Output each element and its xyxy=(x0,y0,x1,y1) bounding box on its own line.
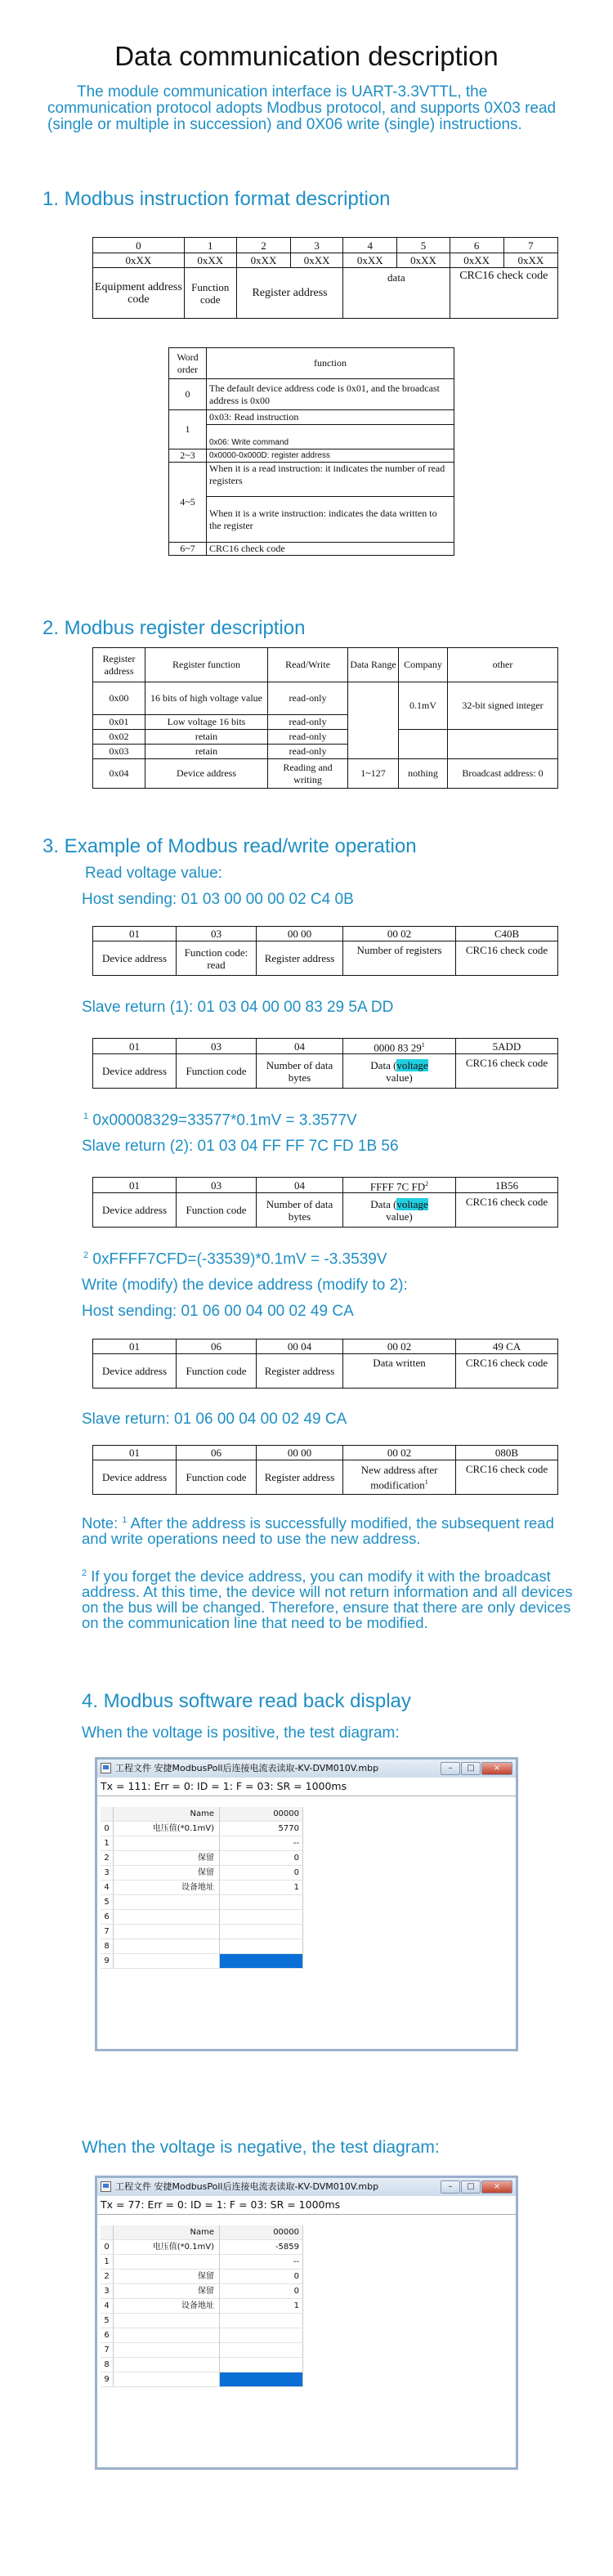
format-field: Register address xyxy=(236,268,342,319)
ex-label: Function code: read xyxy=(177,941,257,976)
register-name-cell[interactable]: 电压值(*0.1mV) xyxy=(114,1822,220,1836)
table-row[interactable] xyxy=(101,2255,303,2270)
table-row[interactable] xyxy=(101,1866,303,1881)
example-table-2 xyxy=(92,1038,558,1089)
register-value-cell[interactable] xyxy=(220,2314,303,2328)
app-icon xyxy=(101,1763,111,1773)
instruction-format-table xyxy=(92,237,558,319)
format-index: 7 xyxy=(503,238,557,253)
ex-label: Device address xyxy=(93,1354,177,1389)
ex-byte: 080B xyxy=(456,1446,558,1460)
format-byte: 0xXX xyxy=(236,253,290,268)
register-grid[interactable] xyxy=(101,2225,303,2387)
grid-header xyxy=(101,1807,303,1822)
reg-unit: nothing xyxy=(399,759,448,789)
row-index: 3 xyxy=(101,1866,114,1881)
ex-label-newaddr: New address after modification$^1$ xyxy=(343,1460,456,1495)
reg-function: 16 bits of high voltage value xyxy=(145,682,268,715)
reg-unit: 0.1mV xyxy=(399,682,448,730)
ex-byte: 03 xyxy=(177,927,257,941)
ex-byte: 04 xyxy=(257,1178,343,1193)
ex-byte: 00 00 xyxy=(257,927,343,941)
table-row[interactable] xyxy=(101,2270,303,2284)
reg-header: other xyxy=(448,648,558,682)
row-index: 6 xyxy=(101,1910,114,1925)
ex-label: Function code xyxy=(177,1354,257,1389)
reg-range: 1~127 xyxy=(348,759,399,789)
register-value-cell[interactable]: 0 xyxy=(220,1866,303,1881)
row-index: 3 xyxy=(101,2284,114,2299)
ex-label: Function code xyxy=(177,1193,257,1228)
write-address-label: Write (modify) the device address (modify to 2): xyxy=(82,1277,408,1294)
format-field: Function code xyxy=(184,268,236,319)
ex-label: Number of data bytes xyxy=(257,1054,343,1089)
register-grid[interactable] xyxy=(101,1807,303,1969)
section-3-heading: 3. Example of Modbus read/write operation xyxy=(43,835,417,857)
register-name-cell[interactable] xyxy=(114,2373,220,2387)
register-value-cell[interactable]: -- xyxy=(220,2255,303,2270)
table-row[interactable] xyxy=(101,1954,303,1969)
register-name-cell[interactable]: 保留 xyxy=(114,2284,220,2299)
format-field: CRC16 check code xyxy=(450,268,557,319)
reg-function: Device address xyxy=(145,759,268,789)
order-desc: 0x03: Read instruction xyxy=(207,410,454,425)
example-table-1 xyxy=(92,926,558,976)
function-header: function xyxy=(207,348,454,379)
table-row[interactable] xyxy=(101,1895,303,1910)
order-desc: When it is a read instruction: it indicates the number of read registers xyxy=(207,463,454,497)
example-table-4 xyxy=(92,1339,558,1389)
register-value-cell[interactable]: 5770 xyxy=(220,1822,303,1836)
register-name-cell[interactable] xyxy=(114,2343,220,2358)
register-value-cell[interactable]: 0 xyxy=(220,1851,303,1866)
ex-byte: 04 xyxy=(257,1039,343,1054)
minimize-icon[interactable]: – xyxy=(441,1762,460,1775)
ex-label: Device address xyxy=(93,1193,177,1228)
register-name-cell[interactable] xyxy=(114,2255,220,2270)
ex-label-data: Data (voltage value) xyxy=(343,1193,456,1228)
ex-label: CRC16 check code xyxy=(456,1193,558,1228)
reg-rw: read-only xyxy=(268,715,348,730)
table-row[interactable] xyxy=(101,1910,303,1925)
minimize-icon[interactable]: – xyxy=(441,2180,460,2194)
table-row[interactable] xyxy=(101,1881,303,1895)
register-name-cell[interactable] xyxy=(114,1939,220,1954)
ex-byte: 00 00 xyxy=(257,1446,343,1460)
reg-function: retain xyxy=(145,730,268,745)
reg-address: 0x00 xyxy=(93,682,145,715)
reg-rw: read-only xyxy=(268,682,348,715)
note-2: $^2$ If you forget the device address, you can modify it with the broadcast address. At this time, the device will not return information and all devices on the bus will be changed. Therefore, ensure that there are only devices on the communication line that need to be modified. xyxy=(82,1568,573,1632)
register-table xyxy=(92,647,558,789)
row-index: 4 xyxy=(101,1881,114,1895)
format-byte: 0xXX xyxy=(291,253,343,268)
order-cell: 1 xyxy=(169,410,207,449)
row-index: 9 xyxy=(101,2373,114,2387)
intro-paragraph: The module communication interface is UART-3.3VTTL, the communication protocol adopts Modbus protocol, and supports 0X03 read (single or multiple in succession) and 0X06 write (single) instructions. xyxy=(47,83,557,133)
row-index: 0 xyxy=(101,1822,114,1836)
section-1-heading: 1. Modbus instruction format description xyxy=(43,188,391,210)
table-row[interactable] xyxy=(101,2328,303,2343)
ex-label: Function code xyxy=(177,1460,257,1495)
row-index: 5 xyxy=(101,2314,114,2328)
order-desc: 0x06: Write command xyxy=(207,425,454,449)
row-index: 6 xyxy=(101,2328,114,2343)
table-row[interactable] xyxy=(101,1822,303,1836)
host-send-1: Host sending: 01 03 00 00 00 02 C4 0B xyxy=(82,891,354,908)
reg-function: Low voltage 16 bits xyxy=(145,715,268,730)
row-index: 8 xyxy=(101,2358,114,2373)
order-desc: The default device address code is 0x01, and the broadcast address is 0x00 xyxy=(207,379,454,410)
ex-byte: 01 xyxy=(93,1339,177,1354)
ex-byte: 03 xyxy=(177,1039,257,1054)
order-cell: 4~5 xyxy=(169,463,207,543)
window-title: 工程文件 安捷ModbusPoll后连接电流表读取-KV-DVM010V.mbp xyxy=(115,2181,379,2192)
reg-other: Broadcast address: 0 xyxy=(448,759,558,789)
ex-label: Device address xyxy=(93,941,177,976)
table-row[interactable] xyxy=(101,2358,303,2373)
format-index: 0 xyxy=(93,238,185,253)
read-voltage-label: Read voltage value: xyxy=(85,865,222,882)
reg-rw: Reading and writing xyxy=(268,759,348,789)
word-order-table xyxy=(168,347,454,556)
table-row[interactable] xyxy=(101,2240,303,2255)
register-value-cell[interactable] xyxy=(220,2358,303,2373)
ex-byte: 06 xyxy=(177,1339,257,1354)
register-name-cell[interactable] xyxy=(114,1895,220,1910)
format-index: 5 xyxy=(397,238,450,253)
modbus-window-negative[interactable] xyxy=(95,2176,518,2470)
ex-byte: 49 CA xyxy=(456,1339,558,1354)
grid-header-address: 00000 xyxy=(220,1807,303,1822)
ex-byte: 01 xyxy=(93,1446,177,1460)
ex-label-data: Data (voltage value) xyxy=(343,1054,456,1089)
register-value-cell[interactable] xyxy=(220,1895,303,1910)
calc-1: $^1$ 0x00008329=33577*0.1mV = 3.3577V xyxy=(83,1111,357,1129)
ex-label: CRC16 check code xyxy=(456,1460,558,1495)
register-value-cell[interactable] xyxy=(220,1954,303,1969)
register-name-cell[interactable] xyxy=(114,2328,220,2343)
register-value-cell[interactable]: 1 xyxy=(220,2299,303,2314)
order-desc: CRC16 check code xyxy=(207,543,454,556)
format-index: 3 xyxy=(291,238,343,253)
table-row[interactable] xyxy=(101,1925,303,1939)
close-icon[interactable]: × xyxy=(481,2180,512,2194)
maximize-icon[interactable]: □ xyxy=(461,2180,481,2194)
register-value-cell[interactable] xyxy=(220,2328,303,2343)
register-name-cell[interactable] xyxy=(114,1836,220,1851)
ex-label: Device address xyxy=(93,1460,177,1495)
format-byte: 0xXX xyxy=(503,253,557,268)
table-row[interactable] xyxy=(101,2343,303,2358)
format-byte: 0xXX xyxy=(184,253,236,268)
reg-address: 0x01 xyxy=(93,715,145,730)
ex-byte: 00 04 xyxy=(257,1339,343,1354)
register-value-cell[interactable]: 0 xyxy=(220,2284,303,2299)
section-2-heading: 2. Modbus register description xyxy=(43,617,306,639)
grid-header-index xyxy=(101,2225,114,2240)
format-byte: 0xXX xyxy=(450,253,503,268)
register-name-cell[interactable] xyxy=(114,1954,220,1969)
reg-address: 0x04 xyxy=(93,759,145,789)
reg-other xyxy=(448,730,558,759)
register-name-cell[interactable]: 保留 xyxy=(114,1851,220,1866)
status-line: Tx = 111: Err = 0: ID = 1: F = 03: SR = 1000ms xyxy=(101,1780,347,1792)
format-index: 4 xyxy=(343,238,397,253)
ex-byte: 01 xyxy=(93,1178,177,1193)
row-index: 1 xyxy=(101,2255,114,2270)
slave-return-3: Slave return: 01 06 00 04 00 02 49 CA xyxy=(82,1411,347,1428)
app-icon xyxy=(101,2181,111,2192)
reg-address: 0x02 xyxy=(93,730,145,745)
voltage-highlight: voltage xyxy=(396,1197,428,1210)
register-value-cell[interactable]: -5859 xyxy=(220,2240,303,2255)
ex-byte: 03 xyxy=(177,1178,257,1193)
reg-header: Register address xyxy=(93,648,145,682)
row-index: 7 xyxy=(101,2343,114,2358)
row-index: 4 xyxy=(101,2299,114,2314)
row-index: 8 xyxy=(101,1939,114,1954)
row-index: 9 xyxy=(101,1954,114,1969)
close-icon[interactable]: × xyxy=(481,1762,512,1775)
ex-label: Number of registers xyxy=(343,941,456,976)
reg-range xyxy=(348,682,399,759)
table-row[interactable] xyxy=(101,1939,303,1954)
ex-byte: 01 xyxy=(93,927,177,941)
word-order-header: Word order xyxy=(169,348,207,379)
negative-caption: When the voltage is negative, the test diagram: xyxy=(82,2138,440,2157)
register-name-cell[interactable]: 设备地址 xyxy=(114,1881,220,1895)
reg-rw: read-only xyxy=(268,745,348,759)
ex-label: CRC16 check code xyxy=(456,941,558,976)
reg-function: retain xyxy=(145,745,268,759)
reg-other: 32-bit signed integer xyxy=(448,682,558,730)
table-row[interactable] xyxy=(101,1836,303,1851)
ex-byte: C40B xyxy=(456,927,558,941)
window-titlebar[interactable] xyxy=(97,1760,516,1778)
maximize-icon[interactable]: □ xyxy=(461,1762,481,1775)
row-index: 2 xyxy=(101,2270,114,2284)
table-row[interactable] xyxy=(101,2314,303,2328)
ex-label: Register address xyxy=(257,941,343,976)
format-field: data xyxy=(343,268,450,319)
positive-caption: When the voltage is positive, the test diagram: xyxy=(82,1724,400,1742)
register-value-cell[interactable] xyxy=(220,2373,303,2387)
format-byte: 0xXX xyxy=(343,253,397,268)
order-cell: 6~7 xyxy=(169,543,207,556)
order-cell: 2~3 xyxy=(169,449,207,463)
voltage-highlight: voltage xyxy=(396,1058,428,1071)
register-value-cell[interactable] xyxy=(220,1939,303,1954)
order-cell: 0 xyxy=(169,379,207,410)
modbus-window-positive[interactable] xyxy=(95,1757,518,2051)
slave-return-2: Slave return (2): 01 03 04 FF FF 7C FD 1B 56 xyxy=(82,1138,399,1155)
format-field: Equipment address code xyxy=(93,268,185,319)
register-name-cell[interactable]: 电压值(*0.1mV) xyxy=(114,2240,220,2255)
register-value-cell[interactable]: -- xyxy=(220,1836,303,1851)
reg-header: Register function xyxy=(145,648,268,682)
register-name-cell[interactable] xyxy=(114,2358,220,2373)
ex-byte-data: 0000 83 $29^1$ xyxy=(343,1039,456,1054)
register-name-cell[interactable] xyxy=(114,1925,220,1939)
ex-byte: 00 02 xyxy=(343,1339,456,1354)
format-index: 6 xyxy=(450,238,503,253)
register-name-cell[interactable]: 保留 xyxy=(114,2270,220,2284)
ex-label: Data written xyxy=(343,1354,456,1389)
host-send-2: Host sending: 01 06 00 04 00 02 49 CA xyxy=(82,1303,354,1320)
section-4-heading: 4. Modbus software read back display xyxy=(82,1690,411,1712)
format-byte: 0xXX xyxy=(93,253,185,268)
ex-label: Device address xyxy=(93,1054,177,1089)
reg-rw: read-only xyxy=(268,730,348,745)
register-name-cell[interactable] xyxy=(114,1910,220,1925)
table-row[interactable] xyxy=(101,1851,303,1866)
grid-header xyxy=(101,2225,303,2240)
row-index: 2 xyxy=(101,1851,114,1866)
window-title: 工程文件 安捷ModbusPoll后连接电流表读取-KV-DVM010V.mbp xyxy=(115,1763,379,1773)
calc-2: $^2$ 0xFFFF7CFD=(-33539)*0.1mV = -3.3539V xyxy=(83,1250,387,1268)
ex-byte: 01 xyxy=(93,1039,177,1054)
ex-label: CRC16 check code xyxy=(456,1054,558,1089)
window-body xyxy=(97,2196,516,2467)
ex-byte: 06 xyxy=(177,1446,257,1460)
register-value-cell[interactable]: 0 xyxy=(220,2270,303,2284)
grid-header-name: Name xyxy=(114,2225,220,2240)
register-value-cell[interactable] xyxy=(220,1925,303,1939)
reg-unit xyxy=(399,730,448,759)
grid-header-name: Name xyxy=(114,1807,220,1822)
table-row[interactable] xyxy=(101,2284,303,2299)
example-table-5 xyxy=(92,1445,558,1495)
register-name-cell[interactable]: 保留 xyxy=(114,1866,220,1881)
row-index: 0 xyxy=(101,2240,114,2255)
ex-label: Register address xyxy=(257,1460,343,1495)
window-body xyxy=(97,1778,516,2049)
window-titlebar[interactable] xyxy=(97,2178,516,2196)
grid-header-index xyxy=(101,1807,114,1822)
row-index: 1 xyxy=(101,1836,114,1851)
ex-label: Function code xyxy=(177,1054,257,1089)
format-index: 1 xyxy=(184,238,236,253)
example-table-3 xyxy=(92,1177,558,1228)
slave-return-1: Slave return (1): 01 03 04 00 00 83 29 5A DD xyxy=(82,999,394,1016)
reg-header: Read/Write xyxy=(268,648,348,682)
ex-byte: 00 02 xyxy=(343,927,456,941)
register-value-cell[interactable]: 1 xyxy=(220,1881,303,1895)
reg-address: 0x03 xyxy=(93,745,145,759)
format-index: 2 xyxy=(236,238,290,253)
status-line: Tx = 77: Err = 0: ID = 1: F = 03: SR = 1000ms xyxy=(101,2198,341,2211)
reg-header: Company xyxy=(399,648,448,682)
ex-label: Register address xyxy=(257,1354,343,1389)
ex-byte: 5ADD xyxy=(456,1039,558,1054)
ex-byte: 00 02 xyxy=(343,1446,456,1460)
ex-label: Number of data bytes xyxy=(257,1193,343,1228)
row-index: 5 xyxy=(101,1895,114,1910)
register-name-cell[interactable]: 设备地址 xyxy=(114,2299,220,2314)
table-row[interactable] xyxy=(101,2299,303,2314)
format-byte: 0xXX xyxy=(397,253,450,268)
grid-header-address: 00000 xyxy=(220,2225,303,2240)
page-title: Data communication description xyxy=(114,41,499,71)
register-value-cell[interactable] xyxy=(220,1910,303,1925)
reg-header: Data Range xyxy=(348,648,399,682)
register-name-cell[interactable] xyxy=(114,2314,220,2328)
ex-byte: 1B56 xyxy=(456,1178,558,1193)
table-row[interactable] xyxy=(101,2373,303,2387)
note-1: Note: $^1$ After the address is successfully modified, the subsequent read and write operations need to use the new address. xyxy=(82,1514,554,1548)
register-value-cell[interactable] xyxy=(220,2343,303,2358)
order-desc: 0x0000-0x000D: register address xyxy=(207,449,454,463)
ex-label: CRC16 check code xyxy=(456,1354,558,1389)
row-index: 7 xyxy=(101,1925,114,1939)
order-desc: When it is a write instruction: indicates the data written to the register xyxy=(207,497,454,543)
ex-byte-data: FFFF 7C $FD^2$ xyxy=(343,1178,456,1193)
